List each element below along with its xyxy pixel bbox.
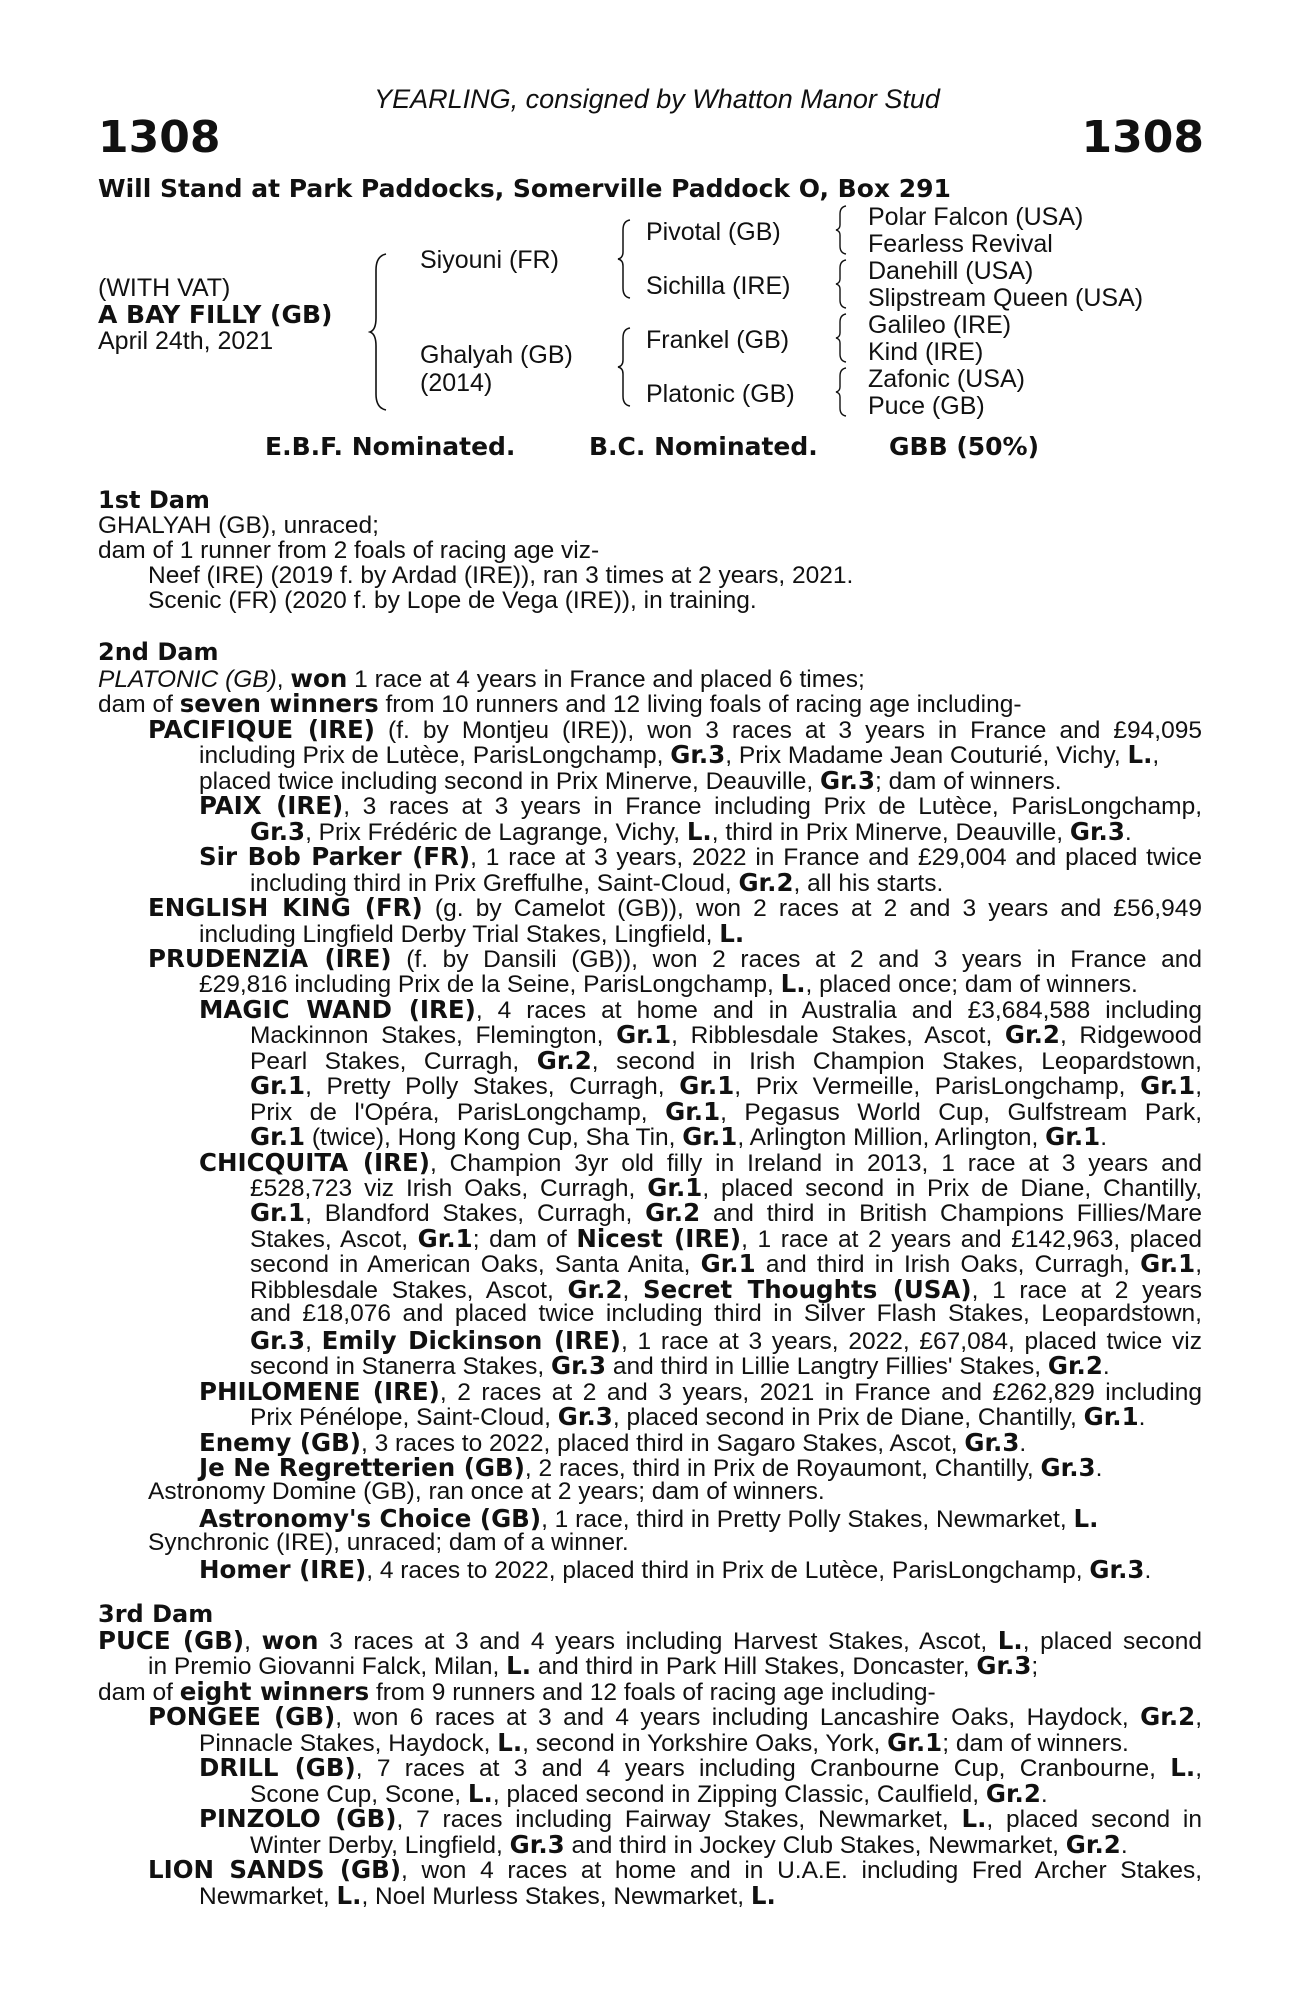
sire-name: Siyouni (FR) <box>420 246 559 274</box>
first-dam-heading: 1st Dam <box>98 486 210 514</box>
third-dam-line: in Premio Giovanni Falck, Milan, L. and third in Park Hill Stakes, Doncaster, Gr.3; <box>148 1651 1039 1681</box>
second-dam-line: including Prix de Lutèce, ParisLongchamp, Gr.3, Prix Madame Jean Couturié, Vichy, L., <box>199 740 1160 770</box>
second-dam-line: MAGIC WAND (IRE), 4 races at home and in Australia and £3,684,588 including <box>199 994 1202 1024</box>
grandsire-1: Polar Falcon (USA) <box>868 203 1084 231</box>
granddam-4: Puce (GB) <box>868 392 985 420</box>
second-dam-line: Astronomy Domine (GB), ran once at 2 years; dam of winners. <box>148 1478 825 1506</box>
dam-dam-name: Platonic (GB) <box>646 380 795 408</box>
second-dam-line: including Lingfield Derby Trial Stakes, Lingfield, L. <box>199 918 745 948</box>
dam-year: (2014) <box>420 369 493 397</box>
pedigree-brace-g1 <box>834 204 850 256</box>
foaling-date: April 24th, 2021 <box>98 327 274 355</box>
consignment-line: YEARLING, consigned by Whatton Manor Stud <box>374 84 940 114</box>
first-dam-line: GHALYAH (GB), unraced; <box>98 512 379 539</box>
second-dam-line: Gr.1, Pretty Polly Stakes, Curragh, Gr.1, Prix Vermeille, ParisLongchamp, Gr.1, <box>250 1071 1202 1101</box>
second-dam-line: second in Stanerra Stakes, Gr.3 and third in Lillie Langtry Fillies' Stakes, Gr.2. <box>250 1351 1110 1381</box>
bc-nomination: B.C. Nominated. <box>589 432 818 461</box>
second-dam-line: Stakes, Ascot, Gr.1; dam of Nicest (IRE), 1 race at 2 years and £142,963, placed <box>250 1223 1202 1253</box>
ebf-nomination: E.B.F. Nominated. <box>265 432 516 461</box>
dam-sire-name: Frankel (GB) <box>646 326 790 354</box>
second-dam-heading: 2nd Dam <box>98 638 219 666</box>
pedigree-brace-g3 <box>834 312 850 364</box>
second-dam-line: including third in Prix Greffulhe, Saint-Cloud, Gr.2, all his starts. <box>250 867 944 897</box>
pedigree-brace-main <box>368 252 390 412</box>
third-dam-line: LION SANDS (GB), won 4 races at home and in U.A.E. including Fred Archer Stakes, <box>148 1855 1203 1885</box>
grandsire-4: Zafonic (USA) <box>868 365 1025 393</box>
third-dam-line: PUCE (GB), won 3 races at 3 and 4 years including Harvest Stakes, Ascot, L., placed second <box>98 1626 1202 1655</box>
second-dam-line: Gr.1, Blandford Stakes, Curragh, Gr.2 and third in British Champions Fillies/Mare <box>250 1198 1202 1228</box>
second-dam-line: £29,816 including Prix de la Seine, ParisLongchamp, L., placed once; dam of winners. <box>199 969 1138 999</box>
second-dam-line: PAIX (IRE), 3 races at 3 years in France including Prix de Lutèce, ParisLongchamp, <box>199 791 1202 821</box>
third-dam-line: Scone Cup, Scone, L., placed second in Zipping Classic, Caulfield, Gr.2. <box>250 1778 1048 1808</box>
second-dam-line: Pearl Stakes, Curragh, Gr.2, second in Irish Champion Stakes, Leopardstown, <box>250 1045 1202 1075</box>
second-dam-line: Synchronic (IRE), unraced; dam of a winner. <box>148 1529 629 1557</box>
third-dam-line: PONGEE (GB), won 6 races at 3 and 4 years including Lancashire Oaks, Haydock, Gr.2, <box>148 1702 1203 1732</box>
third-dam-line: Pinnacle Stakes, Haydock, L., second in Yorkshire Oaks, York, Gr.1; dam of winners. <box>199 1727 1129 1757</box>
third-dam-line: Newmarket, L., Noel Murless Stakes, Newmarket, L. <box>199 1880 776 1910</box>
granddam-2: Slipstream Queen (USA) <box>868 284 1144 312</box>
first-dam-line: Scenic (FR) (2020 f. by Lope de Vega (IRE)), in training. <box>148 587 757 614</box>
second-dam-line: Prix Pénélope, Saint-Cloud, Gr.3, placed second in Prix de Diane, Chantilly, Gr.1. <box>250 1402 1146 1432</box>
vat-note: (WITH VAT) <box>98 274 231 302</box>
first-dam-line: dam of 1 runner from 2 foals of racing age viz- <box>98 537 600 564</box>
first-dam-line: Neef (IRE) (2019 f. by Ardad (IRE)), ran 3 times at 2 years, 2021. <box>148 562 854 589</box>
second-dam-line: Mackinnon Stakes, Flemington, Gr.1, Ribblesdale Stakes, Ascot, Gr.2, Ridgewood <box>250 1020 1203 1050</box>
second-dam-line: PRUDENZIA (IRE) (f. by Dansili (GB)), won 2 races at 2 and 3 years in France and <box>148 943 1203 973</box>
third-dam-line: PINZOLO (GB), 7 races including Fairway Stakes, Newmarket, L., placed second in <box>199 1804 1202 1834</box>
granddam-1: Fearless Revival <box>868 230 1053 258</box>
second-dam-line: Gr.3, Emily Dickinson (IRE), 1 race at 3 years, 2022, £67,084, placed twice viz <box>250 1325 1202 1355</box>
second-dam-line: Ribblesdale Stakes, Ascot, Gr.2, Secret Thoughts (USA), 1 race at 2 years <box>250 1274 1202 1304</box>
second-dam-line: Gr.3, Prix Frédéric de Lagrange, Vichy, L., third in Prix Minerve, Deauville, Gr.3. <box>250 816 1132 846</box>
sire-sire-name: Pivotal (GB) <box>646 218 781 246</box>
pedigree-brace-g2 <box>834 258 850 310</box>
pedigree-brace-sire <box>616 218 634 300</box>
second-dam-line: and £18,076 and placed twice including third in Silver Flash Stakes, Leopardstown, <box>250 1300 1202 1328</box>
pedigree-brace-dam <box>616 326 634 408</box>
second-dam-line: PLATONIC (GB), won 1 race at 4 years in France and placed 6 times; <box>98 664 865 693</box>
second-dam-line: ENGLISH KING (FR) (g. by Camelot (GB)), won 2 races at 2 and 3 years and £56,949 <box>148 893 1202 923</box>
horse-name: A BAY FILLY (GB) <box>98 300 333 329</box>
second-dam-line: Astronomy's Choice (GB), 1 race, third in Pretty Polly Stakes, Newmarket, L. <box>199 1503 1099 1533</box>
second-dam-line: second in American Oaks, Santa Anita, Gr.1 and third in Irish Oaks, Curragh, Gr.1, <box>250 1249 1202 1279</box>
third-dam-line: Winter Derby, Lingfield, Gr.3 and third in Jockey Club Stakes, Newmarket, Gr.2. <box>250 1829 1128 1859</box>
second-dam-line: PACIFIQUE (IRE) (f. by Montjeu (IRE)), won 3 races at 3 years in France and £94,095 <box>148 714 1202 744</box>
third-dam-line: DRILL (GB), 7 races at 3 and 4 years including Cranbourne Cup, Cranbourne, L., <box>199 1753 1202 1783</box>
grandsire-3: Galileo (IRE) <box>868 311 1012 339</box>
second-dam-line: dam of seven winners from 10 runners and 12 living foals of racing age including- <box>98 689 1022 719</box>
second-dam-line: CHICQUITA (IRE), Champion 3yr old filly in Ireland in 2013, 1 race at 3 years and <box>199 1147 1202 1177</box>
third-dam-line: dam of eight winners from 9 runners and 12 foals of racing age including- <box>98 1676 936 1706</box>
sire-dam-name: Sichilla (IRE) <box>646 272 791 300</box>
granddam-3: Kind (IRE) <box>868 338 984 366</box>
second-dam-line: Je Ne Regretterien (GB), 2 races, third in Prix de Royaumont, Chantilly, Gr.3. <box>199 1452 1103 1482</box>
second-dam-line: £528,723 viz Irish Oaks, Curragh, Gr.1, placed second in Prix de Diane, Chantilly, <box>250 1173 1202 1202</box>
second-dam-line: placed twice including second in Prix Minerve, Deauville, Gr.3; dam of winners. <box>199 765 1062 795</box>
second-dam-line: Prix de l'Opéra, ParisLongchamp, Gr.1, Pegasus World Cup, Gulfstream Park, <box>250 1096 1202 1126</box>
gbb-status: GBB (50%) <box>889 432 1040 461</box>
pedigree-brace-g4 <box>834 366 850 418</box>
grandsire-2: Danehill (USA) <box>868 257 1034 285</box>
second-dam-line: Enemy (GB), 3 races to 2022, placed third in Sagaro Stakes, Ascot, Gr.3. <box>199 1427 1027 1457</box>
second-dam-line: PHILOMENE (IRE), 2 races at 2 and 3 years, 2021 in France and £262,829 including <box>199 1376 1202 1406</box>
lot-number-right: 1308 <box>1081 112 1204 163</box>
lot-number-left: 1308 <box>98 112 221 163</box>
stand-location: Will Stand at Park Paddocks, Somerville Paddock O, Box 291 <box>98 174 951 203</box>
second-dam-line: Homer (IRE), 4 races to 2022, placed third in Prix de Lutèce, ParisLongchamp, Gr.3. <box>199 1554 1152 1584</box>
second-dam-line: Gr.1 (twice), Hong Kong Cup, Sha Tin, Gr.1, Arlington Million, Arlington, Gr.1. <box>250 1122 1107 1152</box>
third-dam-heading: 3rd Dam <box>98 1600 214 1628</box>
second-dam-line: Sir Bob Parker (FR), 1 race at 3 years, 2022 in France and £29,004 and placed twice <box>199 842 1202 872</box>
dam-name: Ghalyah (GB) <box>420 341 573 369</box>
